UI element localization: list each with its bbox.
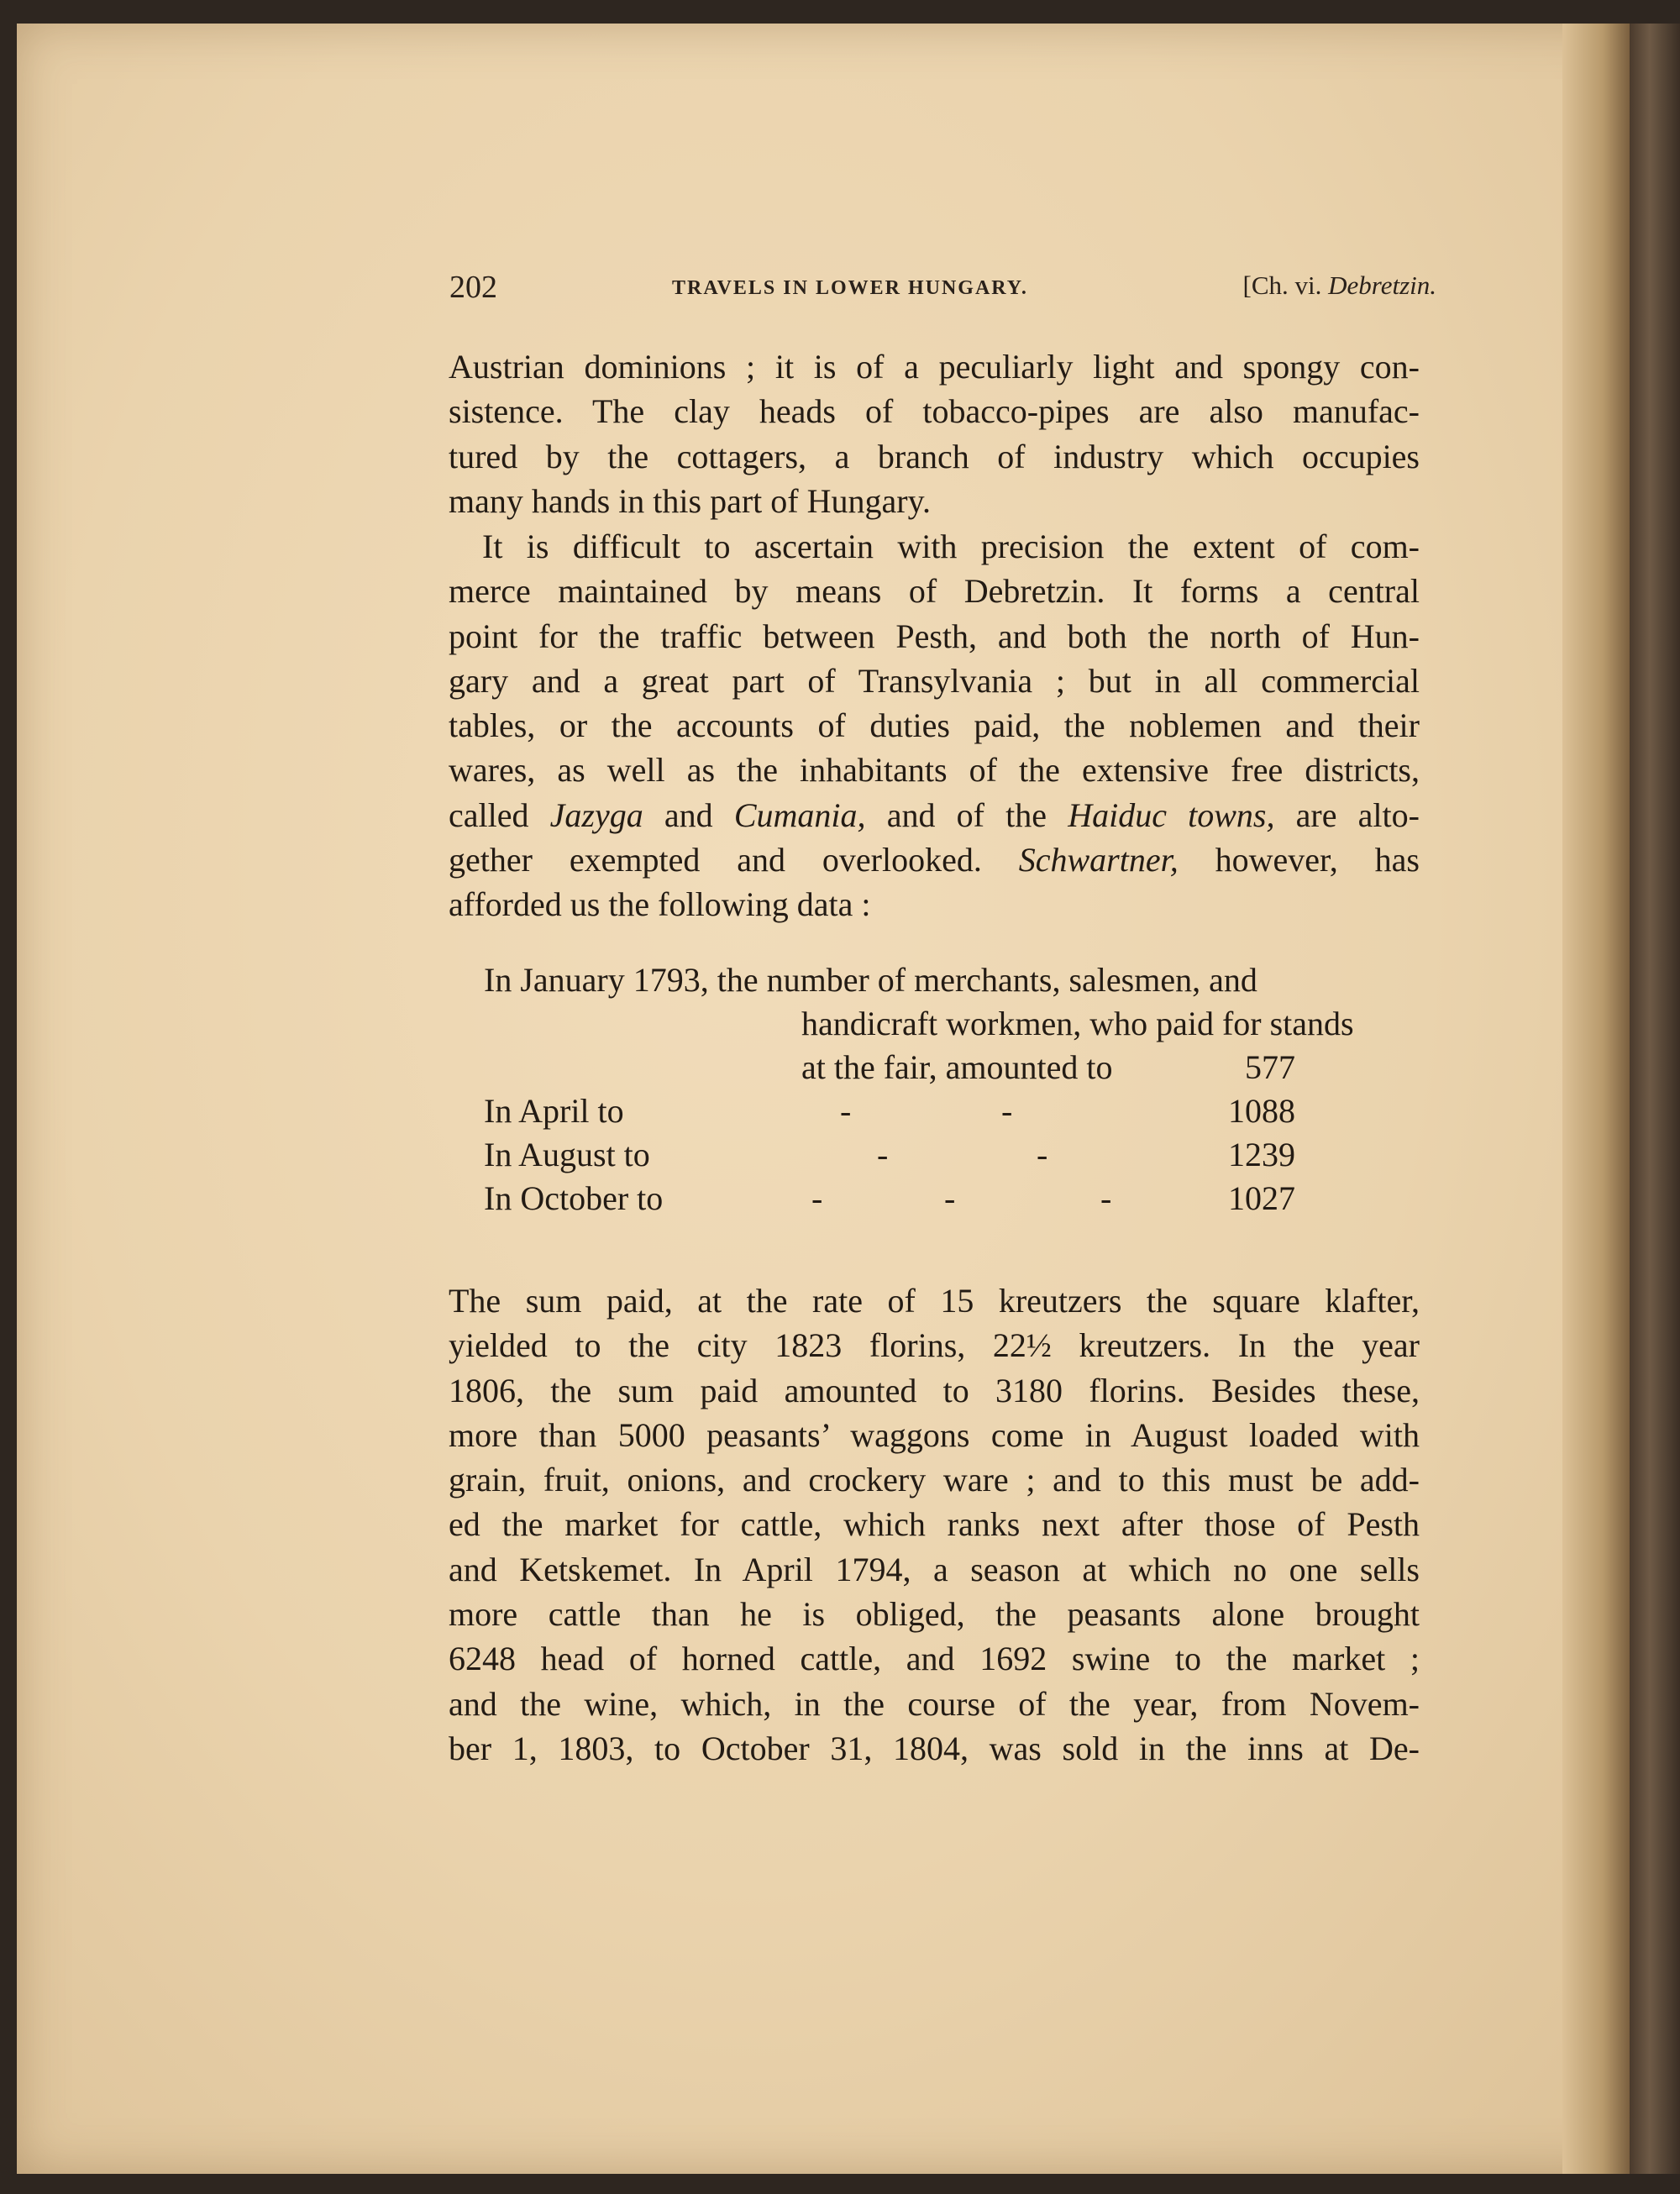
text-line: gary and a great part of Transylvania ; but in all commercial bbox=[449, 661, 1420, 700]
row-value: 1088 bbox=[1228, 1092, 1295, 1130]
table-row bbox=[449, 1004, 1423, 1047]
row-label: In August to bbox=[484, 1136, 650, 1173]
text-line: more cattle than he is obliged, the peasants alone brought bbox=[449, 1595, 1420, 1634]
row-value: 577 bbox=[1245, 1048, 1295, 1086]
text-line: Austrian dominions ; it is of a peculiarly light and spongy con- bbox=[449, 348, 1420, 386]
chapter-place: Debretzin. bbox=[1328, 270, 1436, 300]
term-jazyga: Jazyga bbox=[549, 795, 643, 834]
page-number: 202 bbox=[449, 270, 497, 305]
row-label: In January 1793, the number of merchants, salesmen, and bbox=[484, 961, 1257, 999]
row-label: In April to bbox=[484, 1092, 624, 1130]
row-value: 1027 bbox=[1228, 1179, 1295, 1217]
leader-dash: - bbox=[944, 1179, 956, 1217]
table-row bbox=[449, 1047, 1423, 1091]
table-row bbox=[449, 1091, 1423, 1135]
text-run: and bbox=[643, 795, 734, 834]
paragraph-3 bbox=[449, 1278, 1420, 1771]
leader-dash: - bbox=[1001, 1092, 1013, 1130]
text-line: more than 5000 peasants’ waggons come in August loaded with bbox=[449, 1415, 1420, 1454]
term-cumania: Cumania, bbox=[733, 795, 866, 834]
text-line: The sum paid, at the rate of 15 kreutzers the square klafter, bbox=[449, 1282, 1420, 1320]
leader-dash: - bbox=[1100, 1179, 1112, 1217]
running-header bbox=[428, 269, 1436, 311]
text-line: point for the traffic between Pesth, and both the north of Hun- bbox=[449, 617, 1420, 655]
text-line: 6248 head of horned cattle, and 1692 swine to the market ; bbox=[449, 1640, 1420, 1678]
row-continuation: at the fair, amounted to bbox=[801, 1048, 1113, 1086]
leader-dash: - bbox=[840, 1092, 852, 1130]
text-line: many hands in this part of Hungary. bbox=[449, 481, 931, 520]
text-run: however, has bbox=[1178, 841, 1420, 879]
text-line: afforded us the following data : bbox=[449, 885, 871, 924]
text-run: gether exempted and overlooked. bbox=[449, 841, 1019, 879]
text-run: are alto- bbox=[1274, 795, 1420, 834]
text-line: and the wine, which, in the course of the year, from Novem- bbox=[449, 1684, 1420, 1723]
binding-gutter bbox=[1562, 24, 1630, 2174]
row-continuation: handicraft workmen, who paid for stands bbox=[801, 1005, 1354, 1042]
leader-dash: - bbox=[811, 1179, 823, 1217]
table-row bbox=[449, 1135, 1423, 1178]
paragraph-1 bbox=[449, 344, 1420, 523]
paragraph-2 bbox=[449, 524, 1420, 927]
text-run: called bbox=[449, 795, 550, 834]
row-value: 1239 bbox=[1228, 1136, 1295, 1173]
text-line: and Ketskemet. In April 1794, a season at which no one sells bbox=[449, 1550, 1420, 1588]
text-run: and of the bbox=[865, 795, 1068, 834]
text-line: yielded to the city 1823 florins, 22½ kreutzers. In the year bbox=[449, 1326, 1420, 1365]
text-line: 1806, the sum paid amounted to 3180 florins. Besides these, bbox=[449, 1371, 1420, 1409]
running-title: TRAVELS IN LOWER HUNGARY. bbox=[672, 277, 1028, 299]
text-line: ed the market for cattle, which ranks next after those of Pesth bbox=[449, 1505, 1420, 1544]
text-line: sistence. The clay heads of tobacco-pipes are also manufac- bbox=[449, 392, 1420, 431]
text-line: ber 1, 1803, to October 31, 1804, was sold in the inns at De- bbox=[449, 1729, 1420, 1767]
text-line: It is difficult to ascertain with precision the extent of com- bbox=[482, 528, 1420, 565]
leader-dash: - bbox=[877, 1136, 889, 1173]
term-haiduc-towns: Haiduc towns, bbox=[1068, 795, 1275, 834]
text-line: grain, fruit, onions, and crockery ware ; and to this must be add- bbox=[449, 1461, 1420, 1499]
text-line bbox=[449, 837, 1420, 882]
chapter-number: [Ch. vi. bbox=[1242, 270, 1322, 300]
text-line: merce maintained by means of Debretzin. It forms a central bbox=[449, 572, 1420, 611]
text-line bbox=[449, 793, 1420, 837]
table-row bbox=[449, 1178, 1423, 1222]
table-row bbox=[449, 960, 1423, 1004]
chapter-reference bbox=[1243, 270, 1436, 301]
text-line: tables, or the accounts of duties paid, the noblemen and their bbox=[449, 706, 1420, 745]
page-edge bbox=[1630, 24, 1680, 2174]
leader-dash: - bbox=[1037, 1136, 1048, 1173]
author-schwartner: Schwartner, bbox=[1018, 841, 1179, 879]
text-line: wares, as well as the inhabitants of the extensive free districts, bbox=[449, 751, 1420, 790]
row-label: In October to bbox=[484, 1179, 664, 1217]
text-line: tured by the cottagers, a branch of industry which occupies bbox=[449, 437, 1420, 475]
